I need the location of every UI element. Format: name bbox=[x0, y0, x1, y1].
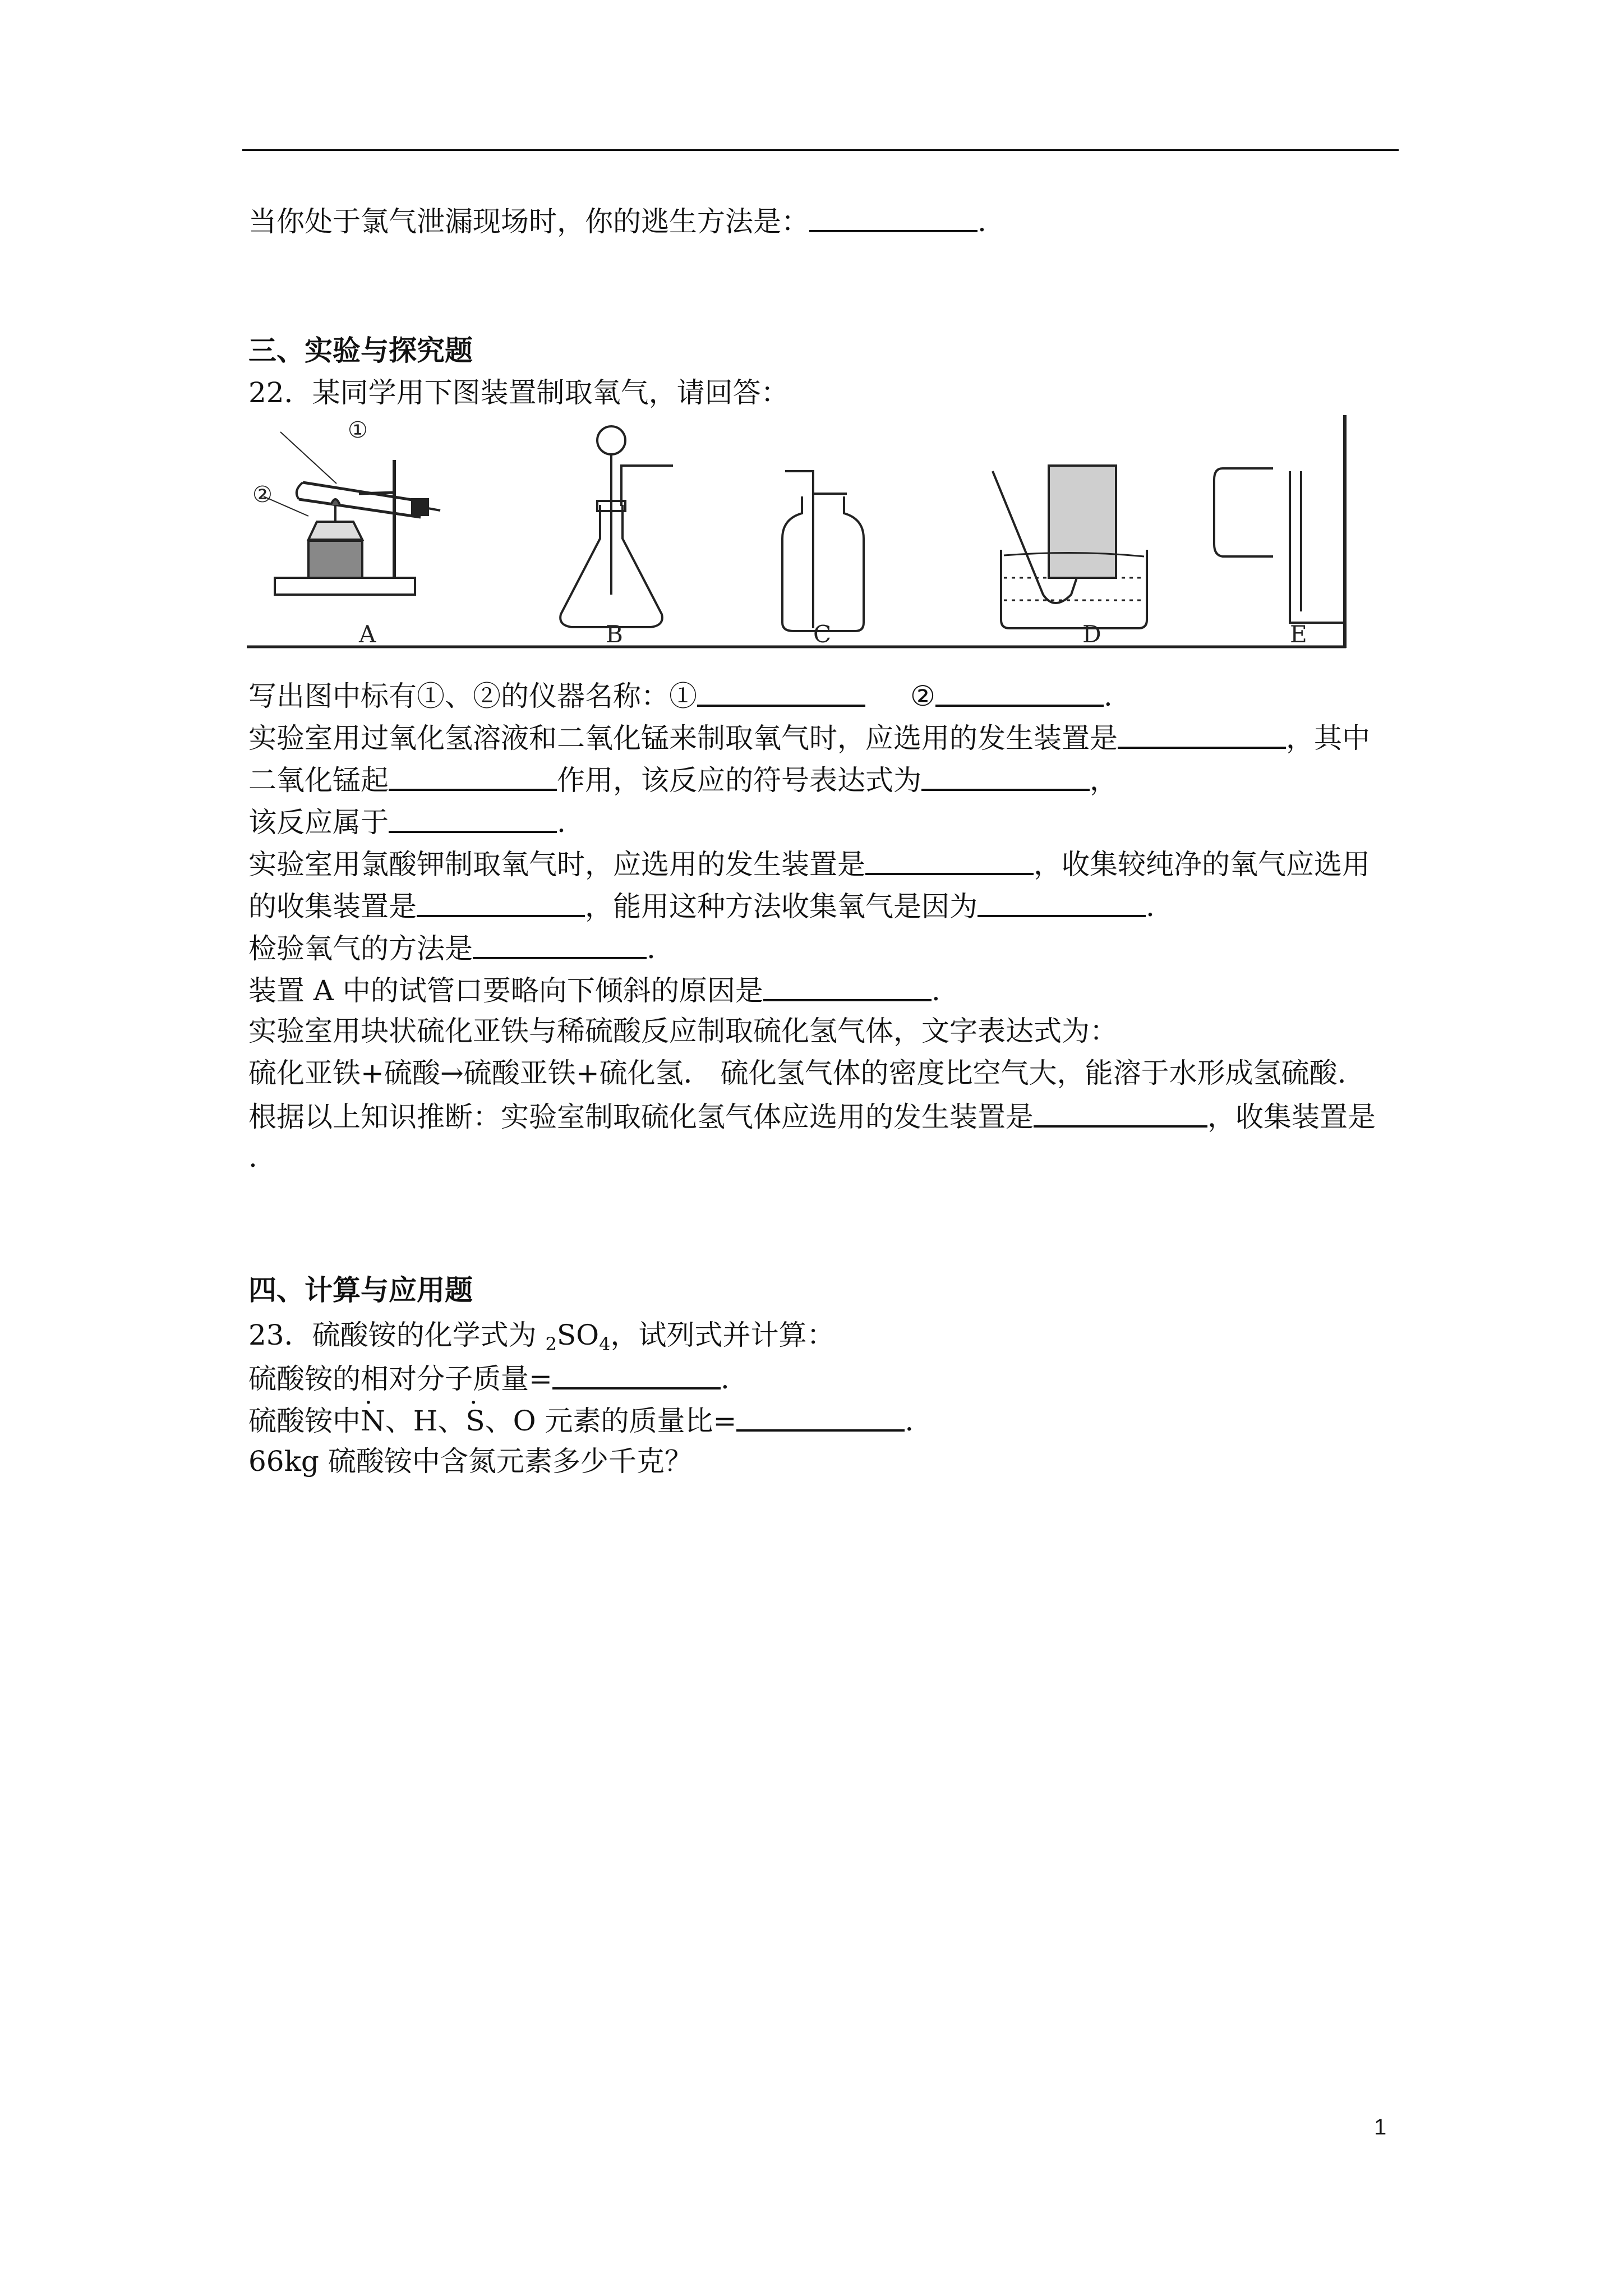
line-escape: 当你处于氯气泄漏现场时，你的逃生方法是： . bbox=[248, 203, 986, 238]
blank-reaction-type[interactable] bbox=[389, 804, 557, 833]
line-mr: 硫酸铵的相对分子质量= . bbox=[248, 1360, 730, 1396]
line-trailing-dot: . bbox=[248, 1141, 257, 1174]
apparatus-figure bbox=[247, 409, 1374, 656]
line-infer: 根据以上知识推断：实验室制取硫化氢气体应选用的发生装置是 ，收集装置是 bbox=[248, 1098, 1376, 1134]
q23-stem: 23．硫酸铵的化学式为 $_2SO_4$，试列式并计算： bbox=[248, 1319, 835, 1355]
line-test: 检验氧气的方法是 . bbox=[248, 930, 656, 965]
answer-blank[interactable] bbox=[809, 203, 978, 232]
section-4-title: 四、计算与应用题 bbox=[248, 1274, 473, 1306]
blank-mr[interactable] bbox=[552, 1360, 721, 1389]
blank-h2o2-device[interactable] bbox=[1118, 720, 1286, 749]
blank-collect-reason[interactable] bbox=[978, 888, 1146, 917]
header-rule bbox=[242, 149, 1399, 151]
section-3-title: 三、实验与探究题 bbox=[248, 334, 473, 367]
svg-text:②: ② bbox=[252, 482, 273, 508]
line-names: 写出图中标有①、②的仪器名称：① ② . bbox=[248, 678, 1113, 713]
apparatus-a bbox=[264, 432, 440, 595]
q22-stem: 22．某同学用下图装置制取氧气，请回答： bbox=[248, 376, 789, 409]
page-number: 1 bbox=[1374, 2115, 1387, 2139]
apparatus-diagram bbox=[247, 409, 1374, 656]
line-h2s-equation: 硫化亚铁+硫酸→硫酸亚铁+硫化氢． 硫化氢气体的密度比空气大，能溶于水形成氢硫酸. bbox=[248, 1057, 1347, 1089]
blank-collect-device[interactable] bbox=[417, 888, 585, 917]
blank-kclo3-device[interactable] bbox=[865, 846, 1034, 875]
blank-equation[interactable] bbox=[921, 762, 1090, 791]
line-h2o2: 实验室用过氧化氢溶液和二氧化锰来制取氧气时，应选用的发生装置是 ，其中 bbox=[248, 720, 1370, 755]
line-kclo3: 实验室用氯酸钾制取氧气时，应选用的发生装置是 ，收集较纯净的氧气应选用 bbox=[248, 846, 1370, 881]
blank-h2s-device[interactable] bbox=[1034, 1098, 1207, 1128]
blank-tilt-reason[interactable] bbox=[763, 972, 932, 1001]
blank-name-1[interactable] bbox=[697, 678, 865, 707]
label-a: A bbox=[359, 620, 376, 648]
blank-name-2[interactable] bbox=[935, 678, 1104, 707]
svg-text:①: ① bbox=[348, 417, 368, 443]
line-66kg: 66kg 硫酸铵中含氮元素多少千克？ bbox=[248, 1445, 693, 1478]
line-h2s-intro: 实验室用块状硫化亚铁与稀硫酸反应制取硫化氢气体，文字表达式为： bbox=[248, 1015, 1118, 1047]
line-ratio: 硫酸铵中• N、H、• S、O 元素的质量比= . bbox=[248, 1402, 914, 1438]
line-mno2: 二氧化锰起 作用，该反应的符号表达式为 ， bbox=[248, 762, 1118, 797]
label-d: D bbox=[1082, 620, 1101, 648]
label-b: B bbox=[606, 620, 623, 648]
apparatus-c bbox=[782, 471, 864, 631]
line-collect: 的收集装置是 ，能用这种方法收集氧气是因为 . bbox=[248, 888, 1155, 923]
label-c: C bbox=[813, 620, 832, 648]
blank-ratio[interactable] bbox=[736, 1402, 905, 1432]
blank-mno2-role[interactable] bbox=[389, 762, 557, 791]
line-reaction-type: 该反应属于 . bbox=[248, 804, 566, 839]
apparatus-d bbox=[993, 466, 1147, 628]
blank-test-method[interactable] bbox=[473, 930, 647, 959]
line-tilt: 装置 A 中的试管口要略向下倾斜的原因是 . bbox=[248, 972, 940, 1007]
apparatus-e bbox=[1214, 467, 1346, 623]
apparatus-b bbox=[560, 426, 673, 627]
label-e: E bbox=[1290, 620, 1307, 648]
